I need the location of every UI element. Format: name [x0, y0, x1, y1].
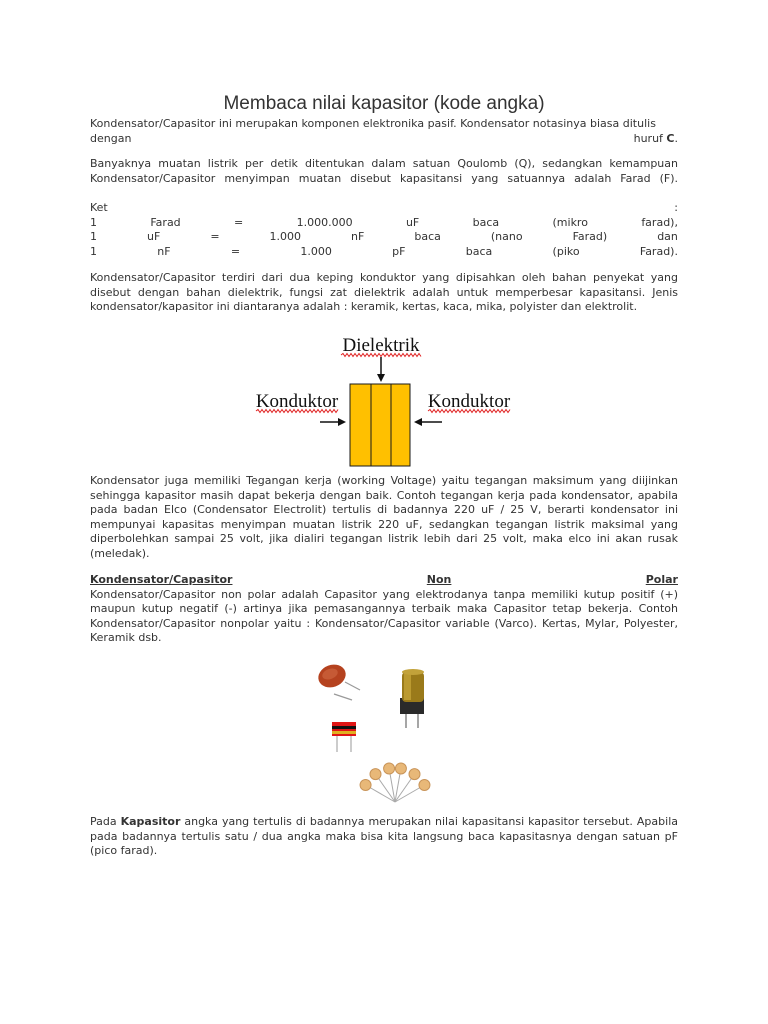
- ceramic-disc: [384, 763, 395, 774]
- paragraph-kode-angka-text: [90, 815, 678, 859]
- intro-huruf-text: huruf: [633, 131, 667, 145]
- paragraph-dielektrik-text: Kondensator/Capasitor terdiri dari dua keping konduktor yang dipisahkan oleh bahan penyekat yang disebut dengan bahan dielektrik, fungsi zat dielektrik adalah untuk memperbesar kapasitansi. Jenis kondensator/kapasitor ini diantaranya adalah : keramik, kertas, kaca, mika, polyister dan elektrolit.: [90, 271, 678, 313]
- section-heading-non-polar: [90, 573, 678, 588]
- ceramic-disc: [409, 769, 420, 780]
- intro-line-1: Kondensator/Capasitor ini merupakan komponen elektronika pasif. Kondensator notasinya biasa ditulis: [90, 117, 656, 130]
- ket-colon: :: [674, 201, 678, 214]
- pada-text: Pada: [90, 815, 121, 828]
- ceramic-disc: [360, 780, 371, 791]
- ceramic-disc: [419, 780, 430, 791]
- ceramic-disc-capacitors-image: [360, 763, 430, 802]
- capacitor-diagram: [250, 330, 530, 470]
- label-dielektrik: Dielektrik: [342, 335, 420, 356]
- intro-line-2-left: dengan: [90, 131, 132, 145]
- ket-header: [90, 201, 678, 216]
- section-non-polar: [90, 573, 678, 646]
- arrow-left-head: [414, 418, 422, 426]
- intro-paragraph: [90, 117, 678, 146]
- kapasitor-bold: Kapasitor: [120, 815, 181, 828]
- ket-cell: dan: [657, 230, 678, 243]
- ket-cell: farad),: [641, 215, 678, 229]
- ket-cell: uF: [147, 230, 161, 243]
- ket-cell: baca: [414, 230, 441, 243]
- paragraph-dielektrik: [90, 271, 678, 315]
- conductor-plate-right: [391, 384, 410, 466]
- kode-angka-rest: angka yang tertulis di badannya merupakan nilai kapasitansi kapasitor tersebut. Apabila pada badannya tertulis satu / dua angka maka bisa kita langsung baca kapasitasnya dengan satuan pF (pico farad).: [90, 815, 678, 857]
- ket-cell: nF: [351, 230, 365, 243]
- capacitor-photos: [310, 660, 440, 810]
- intro-line-2: [90, 132, 678, 147]
- ket-row: [90, 230, 678, 245]
- ket-row: [90, 245, 678, 260]
- ceramic-chip-capacitor-image: [332, 722, 356, 752]
- intro-line-2-right: [634, 132, 678, 147]
- ket-cell: 1.000: [300, 244, 332, 258]
- paragraph-working-voltage: [90, 474, 678, 561]
- electrolytic-capacitor-image: [400, 669, 424, 728]
- label-konduktor-right: Konduktor: [427, 391, 511, 412]
- paragraph-working-voltage-text: Kondensator juga memiliki Tegangan kerja (working Voltage) yaitu tegangan maksimum yang diijinkan sehingga kapasitor masih dapat bekerja dengan baik. Contoh tegangan kerja pada kondensator, apabila pada badan Elco (Condensator Electrolit) tertulis di badannya 220 uF / 25 V, berarti kondensator ini mempunyai kapasitas menyimpan muatan listrik 220 uF, sedangkan tegangan listrik maksimal yang diperbolehkan sampai 25 volt, jika dialiri tegangan listrik lebih dari 25 volt, maka elco ini akan rusak (meledak).: [90, 474, 678, 560]
- ket-rows: [90, 216, 678, 260]
- arrow-right-head: [338, 418, 346, 426]
- paragraph-kode-angka: [90, 815, 678, 859]
- ket-cell: 1.000.000: [296, 215, 353, 229]
- ket-cell: (nano: [490, 230, 523, 243]
- ket-cell: =: [210, 230, 220, 243]
- paragraph-qoulomb: [90, 157, 678, 186]
- polyester-capacitor-image: [315, 661, 360, 700]
- ket-cell: =: [234, 215, 244, 229]
- conductor-plate-left: [350, 384, 371, 466]
- ket-cell: uF: [405, 215, 420, 229]
- label-konduktor-left: Konduktor: [255, 391, 339, 412]
- ceramic-disc: [395, 763, 406, 774]
- ket-cell: 1: [90, 230, 97, 243]
- ceramic-disc: [370, 769, 381, 780]
- ket-cell: baca: [472, 215, 500, 229]
- paragraph-qoulomb-text: Banyaknya muatan listrik per detik ditentukan dalam satuan Qoulomb (Q), sedangkan kemampuan Kondensator/Capasitor menyimpan muatan disebut kapasitansi yang satuannya adalah Farad (F).: [90, 157, 678, 185]
- ket-section: [90, 201, 678, 259]
- paragraph-non-polar-text: Kondensator/Capasitor non polar adalah Capasitor yang elektrodanya tanpa memiliki kutup positif (+) maupun kutup negatif (-) artinya jika pemasangannya terbaik maka Capasitor tetap bekerja. Contoh Kondensator/Capasitor nonpolar yaitu : Kondensator/Capasitor variable (Varco). Kertas, Mylar, Polyester, Keramik dsb.: [90, 587, 678, 644]
- heading-word-2: Non: [426, 573, 452, 586]
- ket-cell: nF: [157, 244, 171, 258]
- ket-cell: 1: [90, 215, 97, 229]
- ket-cell: 1: [90, 244, 97, 258]
- dielectric-layer: [371, 384, 391, 466]
- intro-letter-c: C: [666, 131, 675, 145]
- heading-word-1: Kondensator/Capasitor: [90, 573, 233, 586]
- ket-row: [90, 216, 678, 231]
- ket-label: Ket: [90, 201, 108, 214]
- intro-period: .: [674, 131, 678, 145]
- ket-cell: =: [230, 244, 241, 258]
- ket-cell: Farad): [572, 230, 608, 243]
- ket-cell: pF: [392, 244, 406, 258]
- ket-cell: Farad: [150, 215, 181, 229]
- ket-cell: 1.000: [269, 230, 302, 243]
- ket-cell: (mikro: [552, 215, 588, 229]
- ket-cell: (piko: [552, 244, 580, 258]
- ket-cell: Farad).: [639, 244, 678, 258]
- ket-cell: baca: [465, 244, 493, 258]
- heading-word-3: Polar: [645, 573, 678, 586]
- page-title: Membaca nilai kapasitor (kode angka): [223, 93, 545, 114]
- arrow-down-head: [377, 374, 385, 382]
